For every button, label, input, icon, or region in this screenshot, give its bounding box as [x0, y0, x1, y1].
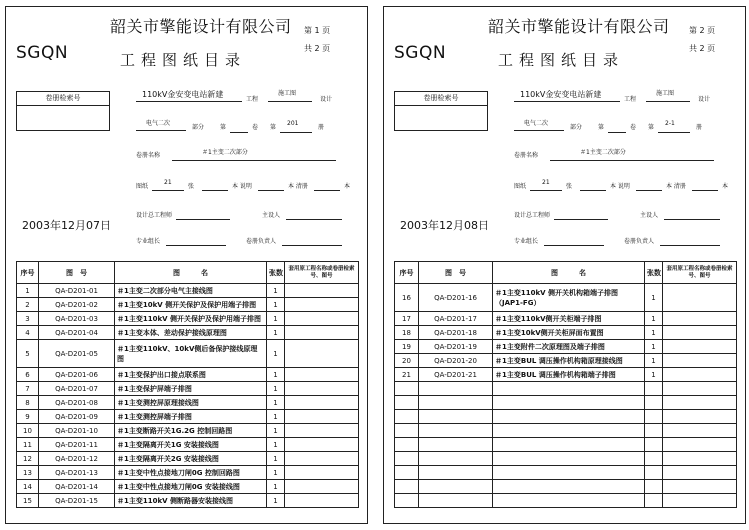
sheet-count: 1 [645, 284, 663, 312]
empty-cell [493, 396, 645, 410]
col-header-qty: 张数 [645, 262, 663, 284]
reference-note [285, 312, 359, 326]
reference-note [285, 494, 359, 508]
empty-cell [493, 494, 645, 508]
drawing-name: ＃1主变隔离开关2G 安装接线图 [115, 452, 267, 466]
drawing-name: ＃1主变保护屏端子排图 [115, 382, 267, 396]
volume-name-label: 卷册名称 [514, 152, 539, 159]
reference-note [285, 438, 359, 452]
company-code: SGQN [394, 43, 447, 63]
part-value: 电气二次 [146, 120, 171, 127]
drawing-code: QA-D201-05 [39, 340, 115, 368]
table-row [395, 368, 737, 382]
drawing-code: QA-D201-10 [39, 424, 115, 438]
empty-cell [645, 452, 663, 466]
volume-index-label: 卷册检索号 [395, 92, 487, 106]
design-label: 设计 [698, 96, 711, 103]
drawing-code: QA-D201-08 [39, 396, 115, 410]
empty-table-row [395, 494, 737, 508]
volume-name-label: 卷册名称 [136, 152, 161, 159]
part-underline [136, 130, 186, 131]
empty-cell [419, 410, 493, 424]
table-row [17, 396, 359, 410]
chief-engineer-label: 设计总工程师 [136, 212, 173, 219]
col-header-no: 序号 [395, 262, 419, 284]
drawing-name: ＃1主变测控屏端子排图 [115, 410, 267, 424]
empty-cell [493, 452, 645, 466]
drawing-code: QA-D201-21 [419, 368, 493, 382]
reference-note [285, 382, 359, 396]
sheet-count: 1 [267, 368, 285, 382]
sheet-count: 1 [267, 396, 285, 410]
reference-note [285, 452, 359, 466]
row-number: 17 [395, 312, 419, 326]
empty-cell [419, 494, 493, 508]
stage-value: 施工图 [656, 90, 675, 97]
page-total: 共 2 页 [304, 44, 331, 53]
drawing-code: QA-D201-07 [39, 382, 115, 396]
table-row [395, 326, 737, 340]
sheet-count: 1 [267, 284, 285, 298]
col-header-code: 图 号 [419, 262, 493, 284]
drawing-name: ＃1主变110kV侧开关柜端子排图 [493, 312, 645, 326]
empty-cell [493, 480, 645, 494]
specialty-lead-label: 专业组长 [136, 238, 161, 245]
drawing-code: QA-D201-14 [39, 480, 115, 494]
row-number: 19 [395, 340, 419, 354]
reference-note [285, 410, 359, 424]
empty-table-row [395, 424, 737, 438]
catalog-date: 2003年12月08日 [400, 219, 489, 232]
empty-cell [419, 438, 493, 452]
volume-index-box [16, 91, 110, 131]
table-row [17, 368, 359, 382]
row-number: 10 [17, 424, 39, 438]
sheet-count: 1 [267, 382, 285, 396]
director-underline [664, 219, 720, 220]
col-header-qty: 张数 [267, 262, 285, 284]
drawing-code: QA-D201-04 [39, 326, 115, 340]
sheet-count: 1 [267, 466, 285, 480]
volume-index-box [394, 91, 488, 131]
sheet-count: 1 [267, 480, 285, 494]
drawing-code: QA-D201-15 [39, 494, 115, 508]
project-underline [136, 101, 242, 102]
drawing-code: QA-D201-03 [39, 312, 115, 326]
col-header-name: 图 名 [493, 262, 645, 284]
design-label: 设计 [320, 96, 333, 103]
drawing-name: ＃1主变断路开关1G.2G 控制回路图 [115, 424, 267, 438]
volume-name-value: ＃1主变二次部分 [202, 149, 248, 156]
row-number: 18 [395, 326, 419, 340]
empty-cell [663, 396, 737, 410]
book-underline [280, 132, 312, 133]
row-number: 6 [17, 368, 39, 382]
row-number: 15 [17, 494, 39, 508]
drawing-code: QA-D201-02 [39, 298, 115, 312]
company-name: 韶关市擎能设计有限公司 [110, 17, 292, 36]
table-row [17, 494, 359, 508]
chief-engineer-underline [554, 219, 608, 220]
reference-note [663, 284, 737, 312]
table-row [17, 326, 359, 340]
reference-note [285, 466, 359, 480]
empty-cell [493, 438, 645, 452]
table-row [17, 424, 359, 438]
drawings-count: 21 [542, 179, 550, 186]
empty-cell [395, 424, 419, 438]
book-label: 册 [318, 124, 325, 131]
empty-cell [419, 480, 493, 494]
page-total: 共 2 页 [689, 44, 716, 53]
drawing-code: QA-D201-09 [39, 410, 115, 424]
volume-underline [608, 132, 626, 133]
table-row [17, 438, 359, 452]
empty-cell [663, 480, 737, 494]
drawing-name: ＃1主变110kV 侧开关保护及保护用端子排图 [115, 312, 267, 326]
empty-table-row [395, 452, 737, 466]
empty-table-row [395, 396, 737, 410]
drawings-label: 图纸 [514, 183, 527, 190]
drawing-name: ＃1主变BUL 调压操作机构箱原理接线图 [493, 354, 645, 368]
empty-cell [645, 424, 663, 438]
drawing-code: QA-D201-20 [419, 354, 493, 368]
list-label: 本 清册 [666, 183, 686, 190]
row-number: 13 [17, 466, 39, 480]
empty-cell [395, 494, 419, 508]
drawing-list-table [16, 261, 359, 508]
reference-note [663, 354, 737, 368]
empty-table-row [395, 410, 737, 424]
drawing-list-table [394, 261, 737, 508]
stage-label: 工程 [624, 96, 637, 103]
sheet-count: 1 [645, 326, 663, 340]
table-row [17, 298, 359, 312]
table-row [17, 452, 359, 466]
extra-underline [314, 190, 340, 191]
list-underline [636, 190, 662, 191]
drawing-code: QA-D201-06 [39, 368, 115, 382]
empty-cell [645, 438, 663, 452]
sheet-count: 1 [267, 452, 285, 466]
company-code: SGQN [16, 43, 69, 63]
book-prefix: 第 [648, 124, 655, 131]
drawing-code: QA-D201-19 [419, 340, 493, 354]
table-row [17, 312, 359, 326]
empty-table-row [395, 382, 737, 396]
empty-cell [645, 480, 663, 494]
sheet-count: 1 [267, 340, 285, 368]
catalog-page-2 [383, 6, 746, 524]
empty-cell [395, 396, 419, 410]
col-header-code: 图 号 [39, 262, 115, 284]
desc-underline [580, 190, 606, 191]
col-header-name: 图 名 [115, 262, 267, 284]
table-row [17, 466, 359, 480]
empty-cell [395, 480, 419, 494]
desc-label: 本 说明 [232, 183, 252, 190]
table-row [17, 382, 359, 396]
project-name: 110kV金安变电站新建 [520, 90, 602, 99]
sheet-count: 1 [267, 424, 285, 438]
company-name: 韶关市擎能设计有限公司 [488, 17, 670, 36]
reference-note [663, 326, 737, 340]
row-number: 2 [17, 298, 39, 312]
empty-cell [493, 466, 645, 480]
volume-name-underline [550, 160, 714, 161]
part-label: 部分 [192, 124, 205, 131]
page-title: 工程图纸目录 [498, 51, 625, 69]
book-label: 册 [696, 124, 703, 131]
empty-cell [395, 438, 419, 452]
row-number: 3 [17, 312, 39, 326]
drawing-name: ＃1主变二次部分电气主接线图 [115, 284, 267, 298]
volume-prefix: 第 [220, 124, 227, 131]
row-number: 5 [17, 340, 39, 368]
sheets-label: 张 [188, 183, 195, 190]
sheet-count: 1 [645, 368, 663, 382]
table-row [395, 312, 737, 326]
part-label: 部分 [570, 124, 583, 131]
reference-note [285, 326, 359, 340]
reference-note [663, 368, 737, 382]
book-value: 2-1 [665, 120, 675, 127]
book-underline [658, 132, 690, 133]
drawings-label: 图纸 [136, 183, 149, 190]
table-header-row [395, 262, 737, 284]
volume-name-value: ＃1主变二次部分 [580, 149, 626, 156]
drawing-code: QA-D201-16 [419, 284, 493, 312]
sheet-count: 1 [645, 354, 663, 368]
empty-cell [645, 494, 663, 508]
specialty-lead-label: 专业组长 [514, 238, 539, 245]
empty-cell [493, 382, 645, 396]
empty-cell [419, 424, 493, 438]
drawing-name: ＃1主变中性点接地刀闸0G 安装接线图 [115, 480, 267, 494]
drawing-name: ＃1主变中性点接地刀闸0G 控制回路图 [115, 466, 267, 480]
sheet-count: 1 [645, 312, 663, 326]
chief-engineer-underline [176, 219, 230, 220]
stage-label: 工程 [246, 96, 259, 103]
project-underline [514, 101, 620, 102]
empty-cell [419, 466, 493, 480]
drawing-name: ＃1主变BUL 调压操作机构箱端子排图 [493, 368, 645, 382]
empty-cell [395, 452, 419, 466]
drawing-name: ＃1主变110kV、10kV侧后备保护接线原理图 [115, 340, 267, 368]
stage-underline [646, 101, 690, 102]
empty-cell [493, 424, 645, 438]
empty-cell [663, 452, 737, 466]
table-row [395, 354, 737, 368]
list-label: 本 清册 [288, 183, 308, 190]
volume-underline [230, 132, 248, 133]
empty-table-row [395, 438, 737, 452]
desc-underline [202, 190, 228, 191]
row-number: 14 [17, 480, 39, 494]
drawing-name: ＃1主变10kV侧开关柜屏面布置图 [493, 326, 645, 340]
reference-note [285, 340, 359, 368]
empty-cell [663, 382, 737, 396]
volume-label: 卷 [630, 124, 637, 131]
sheet-count: 1 [267, 438, 285, 452]
col-header-note: 套用原工程名称或卷册检索号、图号 [663, 262, 737, 284]
volume-prefix: 第 [598, 124, 605, 131]
reference-note [285, 368, 359, 382]
specialty-lead-underline [544, 245, 604, 246]
row-number: 1 [17, 284, 39, 298]
sheet-count: 1 [645, 340, 663, 354]
drawings-underline [152, 190, 184, 191]
drawing-name: ＃1主变110kV 侧开关机构箱端子排图 （JAP1-FG） [493, 284, 645, 312]
empty-cell [663, 466, 737, 480]
empty-cell [419, 396, 493, 410]
row-number: 8 [17, 396, 39, 410]
volume-lead-underline [282, 245, 342, 246]
drawing-name: ＃1主变附件二次原理图及端子排图 [493, 340, 645, 354]
row-number: 20 [395, 354, 419, 368]
volume-lead-label: 卷册负责人 [624, 238, 655, 245]
row-number: 16 [395, 284, 419, 312]
empty-cell [663, 438, 737, 452]
sheets-label: 张 [566, 183, 573, 190]
row-number: 11 [17, 438, 39, 452]
empty-table-row [395, 480, 737, 494]
empty-cell [419, 382, 493, 396]
drawing-name: ＃1主变110kV 侧断路器安装接线图 [115, 494, 267, 508]
empty-cell [645, 396, 663, 410]
stage-value: 施工图 [278, 90, 297, 97]
empty-cell [419, 452, 493, 466]
page-number: 第 2 页 [689, 26, 716, 35]
drawings-count: 21 [164, 179, 172, 186]
reference-note [285, 424, 359, 438]
project-name: 110kV金安变电站新建 [142, 90, 224, 99]
book-value: 201 [287, 120, 299, 127]
catalog-date: 2003年12月07日 [22, 219, 111, 232]
page-title: 工程图纸目录 [120, 51, 247, 69]
extra-label: 本 [344, 183, 351, 190]
drawing-name: ＃1主变本体、差动保护接线原理图 [115, 326, 267, 340]
catalog-page-1 [5, 6, 368, 524]
drawings-underline [530, 190, 562, 191]
table-row [395, 284, 737, 312]
volume-index-label: 卷册检索号 [17, 92, 109, 106]
row-number: 12 [17, 452, 39, 466]
sheet-count: 1 [267, 312, 285, 326]
part-underline [514, 130, 564, 131]
drawing-code: QA-D201-11 [39, 438, 115, 452]
director-label: 主设人 [262, 212, 281, 219]
empty-cell [395, 382, 419, 396]
drawing-code: QA-D201-12 [39, 452, 115, 466]
sheet-count: 1 [267, 298, 285, 312]
drawing-code: QA-D201-13 [39, 466, 115, 480]
drawing-name: ＃1主变保护出口接点联系图 [115, 368, 267, 382]
reference-note [285, 480, 359, 494]
empty-cell [663, 410, 737, 424]
volume-name-underline [172, 160, 336, 161]
empty-cell [493, 410, 645, 424]
empty-cell [645, 410, 663, 424]
reference-note [663, 340, 737, 354]
empty-cell [395, 410, 419, 424]
reference-note [285, 284, 359, 298]
reference-note [663, 312, 737, 326]
empty-cell [395, 466, 419, 480]
empty-cell [645, 382, 663, 396]
empty-cell [645, 466, 663, 480]
volume-label: 卷 [252, 124, 259, 131]
specialty-lead-underline [166, 245, 226, 246]
volume-lead-underline [660, 245, 720, 246]
empty-cell [663, 424, 737, 438]
sheet-count: 1 [267, 410, 285, 424]
sheet-count: 1 [267, 326, 285, 340]
table-row [17, 284, 359, 298]
director-label: 主设人 [640, 212, 659, 219]
row-number: 9 [17, 410, 39, 424]
row-number: 4 [17, 326, 39, 340]
empty-table-row [395, 466, 737, 480]
table-row [17, 480, 359, 494]
reference-note [285, 298, 359, 312]
col-header-note: 套用原工程名称或卷册检索号、图号 [285, 262, 359, 284]
sheet-count: 1 [267, 494, 285, 508]
volume-lead-label: 卷册负责人 [246, 238, 277, 245]
drawing-name: ＃1主变测控屏原理接线图 [115, 396, 267, 410]
table-row [17, 340, 359, 368]
page-number: 第 1 页 [304, 26, 331, 35]
director-underline [286, 219, 342, 220]
desc-label: 本 说明 [610, 183, 630, 190]
row-number: 21 [395, 368, 419, 382]
part-value: 电气二次 [524, 120, 549, 127]
table-row [395, 340, 737, 354]
table-row [17, 410, 359, 424]
col-header-no: 序号 [17, 262, 39, 284]
drawing-code: QA-D201-17 [419, 312, 493, 326]
drawing-name: ＃1主变10kV 侧开关保护及保护用端子排图 [115, 298, 267, 312]
extra-underline [692, 190, 718, 191]
empty-cell [663, 494, 737, 508]
list-underline [258, 190, 284, 191]
row-number: 7 [17, 382, 39, 396]
drawing-code: QA-D201-18 [419, 326, 493, 340]
drawing-name: ＃1主变隔离开关1G 安装接线图 [115, 438, 267, 452]
drawing-code: QA-D201-01 [39, 284, 115, 298]
stage-underline [268, 101, 312, 102]
table-header-row [17, 262, 359, 284]
reference-note [285, 396, 359, 410]
chief-engineer-label: 设计总工程师 [514, 212, 551, 219]
extra-label: 本 [722, 183, 729, 190]
book-prefix: 第 [270, 124, 277, 131]
